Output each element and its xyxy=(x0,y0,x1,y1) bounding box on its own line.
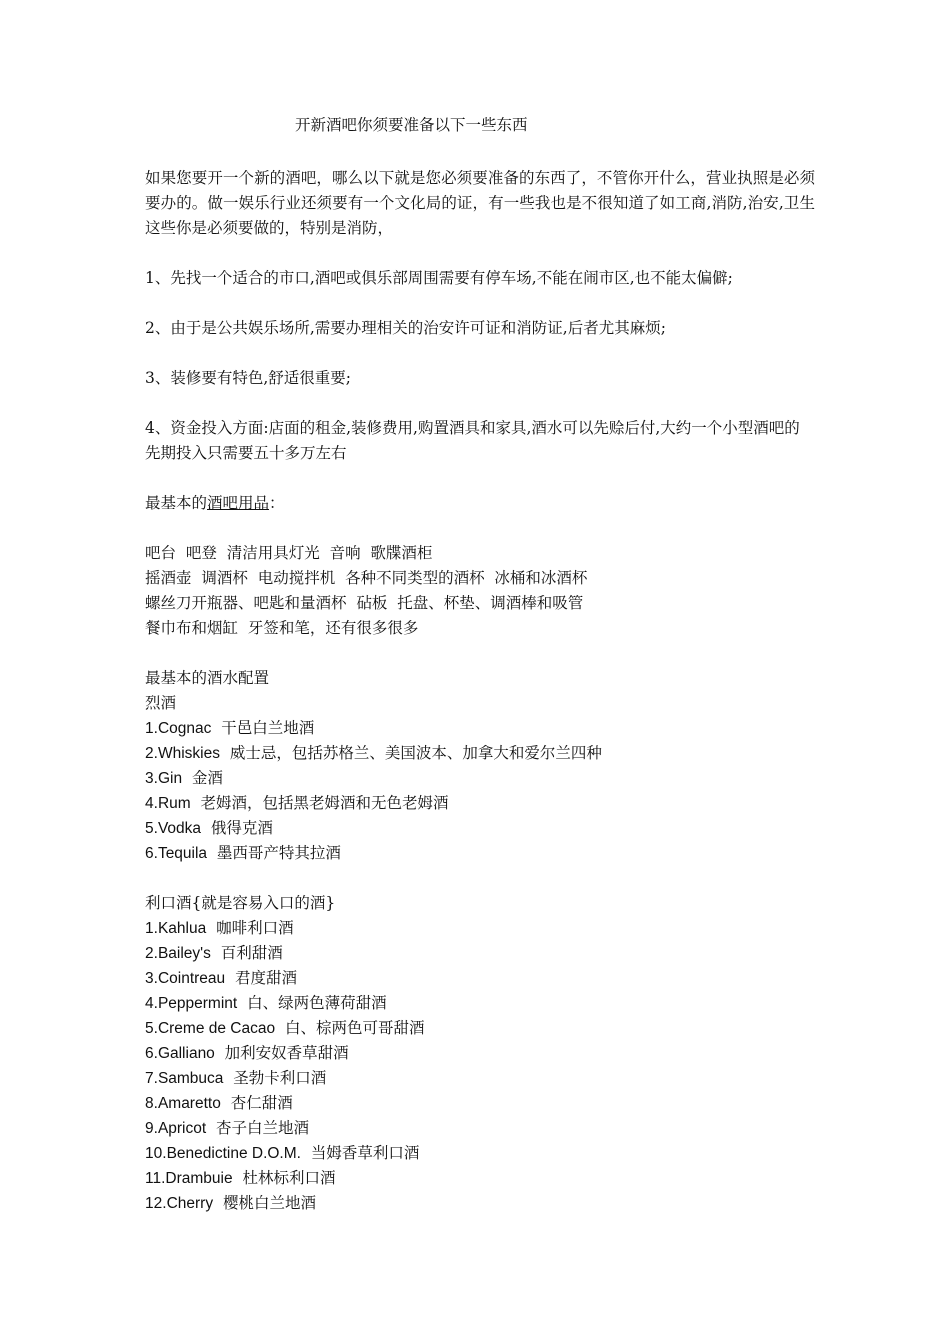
list-item xyxy=(145,791,815,816)
item-name: Peppermint xyxy=(157,995,238,1012)
spacer xyxy=(145,291,815,316)
item-number: 10. xyxy=(145,1145,167,1162)
item-name: Amaretto xyxy=(157,1095,221,1112)
item-name: Vodka xyxy=(157,820,202,837)
step-4: 4、资金投入方面:店面的租金,装修费用,购置酒具和家具,酒水可以先赊后付,大约一个小型酒吧的先期投入只需要五十多万左右 xyxy=(145,419,800,462)
item-number: 2. xyxy=(145,745,158,762)
item-number: 4. xyxy=(145,995,158,1012)
supplies-heading-prefix: 最基本的 xyxy=(145,494,208,512)
item-desc: 百利甜酒 xyxy=(220,944,283,962)
supplies-line-2: 摇酒壶 调酒杯 电动搅拌机 各种不同类型的酒杯 冰桶和冰酒杯 xyxy=(145,569,588,587)
item-desc: 咖啡利口酒 xyxy=(216,919,294,937)
item-number: 5. xyxy=(145,1020,158,1037)
item-desc: 杏子白兰地酒 xyxy=(216,1119,310,1137)
list-item xyxy=(145,741,815,766)
supplies-line-3: 螺丝刀开瓶器、吧匙和量酒杯 砧板 托盘、杯垫、调酒棒和吸管 xyxy=(145,594,584,612)
list-item xyxy=(145,991,815,1016)
list-item xyxy=(145,1041,815,1066)
item-name: Creme de Cacao xyxy=(157,1020,276,1037)
item-number: 6. xyxy=(145,845,158,862)
list-item xyxy=(145,1066,815,1091)
item-name: Gin xyxy=(157,770,183,787)
supplies-heading-suffix: ： xyxy=(269,494,285,512)
spacer xyxy=(145,641,815,666)
item-number: 11. xyxy=(145,1170,166,1187)
step-1: 1、先找一个适合的市口,酒吧或俱乐部周围需要有停车场,不能在闹市区,也不能太偏僻; xyxy=(145,269,733,287)
item-number: 6. xyxy=(145,1045,158,1062)
item-number: 8. xyxy=(145,1095,158,1112)
item-desc: 君度甜酒 xyxy=(235,969,298,987)
item-number: 2. xyxy=(145,945,158,962)
item-number: 1. xyxy=(145,720,158,737)
liqueur-heading: 利口酒{就是容易入口的酒} xyxy=(145,894,336,912)
item-desc: 老姆酒，包括黑老姆酒和无色老姆酒 xyxy=(200,794,449,812)
item-desc: 当姆香草利口酒 xyxy=(310,1144,420,1162)
supplies-line-4: 餐巾布和烟缸 牙签和笔，还有很多很多 xyxy=(145,619,419,637)
item-desc: 威士忌，包括苏格兰、美国波本、加拿大和爱尔兰四种 xyxy=(229,744,602,762)
item-name: Kahlua xyxy=(157,920,207,937)
item-number: 3. xyxy=(145,970,158,987)
step-2: 2、由于是公共娱乐场所,需要办理相关的治安许可证和消防证,后者尤其麻烦; xyxy=(145,319,666,337)
list-item xyxy=(145,1191,815,1216)
item-desc: 墨西哥产特其拉酒 xyxy=(216,844,341,862)
item-desc: 俄得克酒 xyxy=(210,819,273,837)
liqueur-list xyxy=(145,916,815,1216)
list-item xyxy=(145,916,815,941)
item-number: 3. xyxy=(145,770,158,787)
supplies-line-1: 吧台 吧登 清洁用具灯光 音响 歌牒酒柜 xyxy=(145,544,433,562)
item-name: Cherry xyxy=(166,1195,214,1212)
item-number: 9. xyxy=(145,1120,158,1137)
supplies-heading xyxy=(145,491,815,516)
spacer xyxy=(145,341,815,366)
item-desc: 樱桃白兰地酒 xyxy=(222,1194,316,1212)
item-name: Tequila xyxy=(157,845,208,862)
item-desc: 白、绿两色薄荷甜酒 xyxy=(247,994,387,1012)
spacer xyxy=(145,466,815,491)
item-desc: 白、棕两色可哥甜酒 xyxy=(284,1019,425,1037)
item-name: Drambuie xyxy=(165,1170,233,1187)
item-number: 4. xyxy=(145,795,158,812)
supplies-link[interactable]: 酒吧用品 xyxy=(207,494,270,512)
item-number: 1. xyxy=(145,920,158,937)
list-item xyxy=(145,816,815,841)
item-number: 12. xyxy=(145,1195,167,1212)
document-title: 开新酒吧你须要准备以下一些东西 xyxy=(295,116,528,134)
item-number: 7. xyxy=(145,1070,158,1087)
spacer xyxy=(145,241,815,266)
list-item xyxy=(145,1091,815,1116)
item-number: 5. xyxy=(145,820,158,837)
item-desc: 加利安奴香草甜酒 xyxy=(224,1044,349,1062)
list-item xyxy=(145,1166,815,1191)
list-item xyxy=(145,1016,815,1041)
spacer xyxy=(145,391,815,416)
item-desc: 杜林标利口酒 xyxy=(242,1169,336,1187)
spirits-list xyxy=(145,716,815,866)
item-name: Whiskies xyxy=(157,745,220,762)
item-name: Cointreau xyxy=(157,970,226,987)
drinks-heading: 最基本的酒水配置 xyxy=(145,669,270,687)
list-item xyxy=(145,841,815,866)
item-name: Cognac xyxy=(157,720,212,737)
item-desc: 杏仁甜酒 xyxy=(230,1094,293,1112)
spacer xyxy=(145,516,815,541)
list-item xyxy=(145,1116,815,1141)
item-name: Sambuca xyxy=(157,1070,224,1087)
item-name: Galliano xyxy=(157,1045,215,1062)
list-item xyxy=(145,941,815,966)
item-name: Apricot xyxy=(157,1120,207,1137)
list-item xyxy=(145,966,815,991)
spirits-heading: 烈酒 xyxy=(145,694,177,712)
item-desc: 干邑白兰地酒 xyxy=(221,719,315,737)
item-name: Benedictine D.O.M. xyxy=(166,1145,301,1162)
document-page xyxy=(145,113,815,1216)
step-3: 3、装修要有特色,舒适很重要; xyxy=(145,369,352,387)
spacer xyxy=(145,866,815,891)
list-item xyxy=(145,716,815,741)
list-item xyxy=(145,1141,815,1166)
list-item xyxy=(145,766,815,791)
intro-paragraph: 如果您要开一个新的酒吧，哪么以下就是您必须要准备的东西了，不管你开什么，营业执照是必须要办的。做一娱乐行业还须要有一个文化局的证，有一些我也是不很知道了如工商,消防,治安,卫生这些你是必须要做的，特别是消防， xyxy=(145,169,815,237)
item-name: Rum xyxy=(157,795,191,812)
item-desc: 金酒 xyxy=(191,769,223,787)
item-name: Bailey's xyxy=(157,945,211,962)
item-desc: 圣勃卡利口酒 xyxy=(233,1069,327,1087)
